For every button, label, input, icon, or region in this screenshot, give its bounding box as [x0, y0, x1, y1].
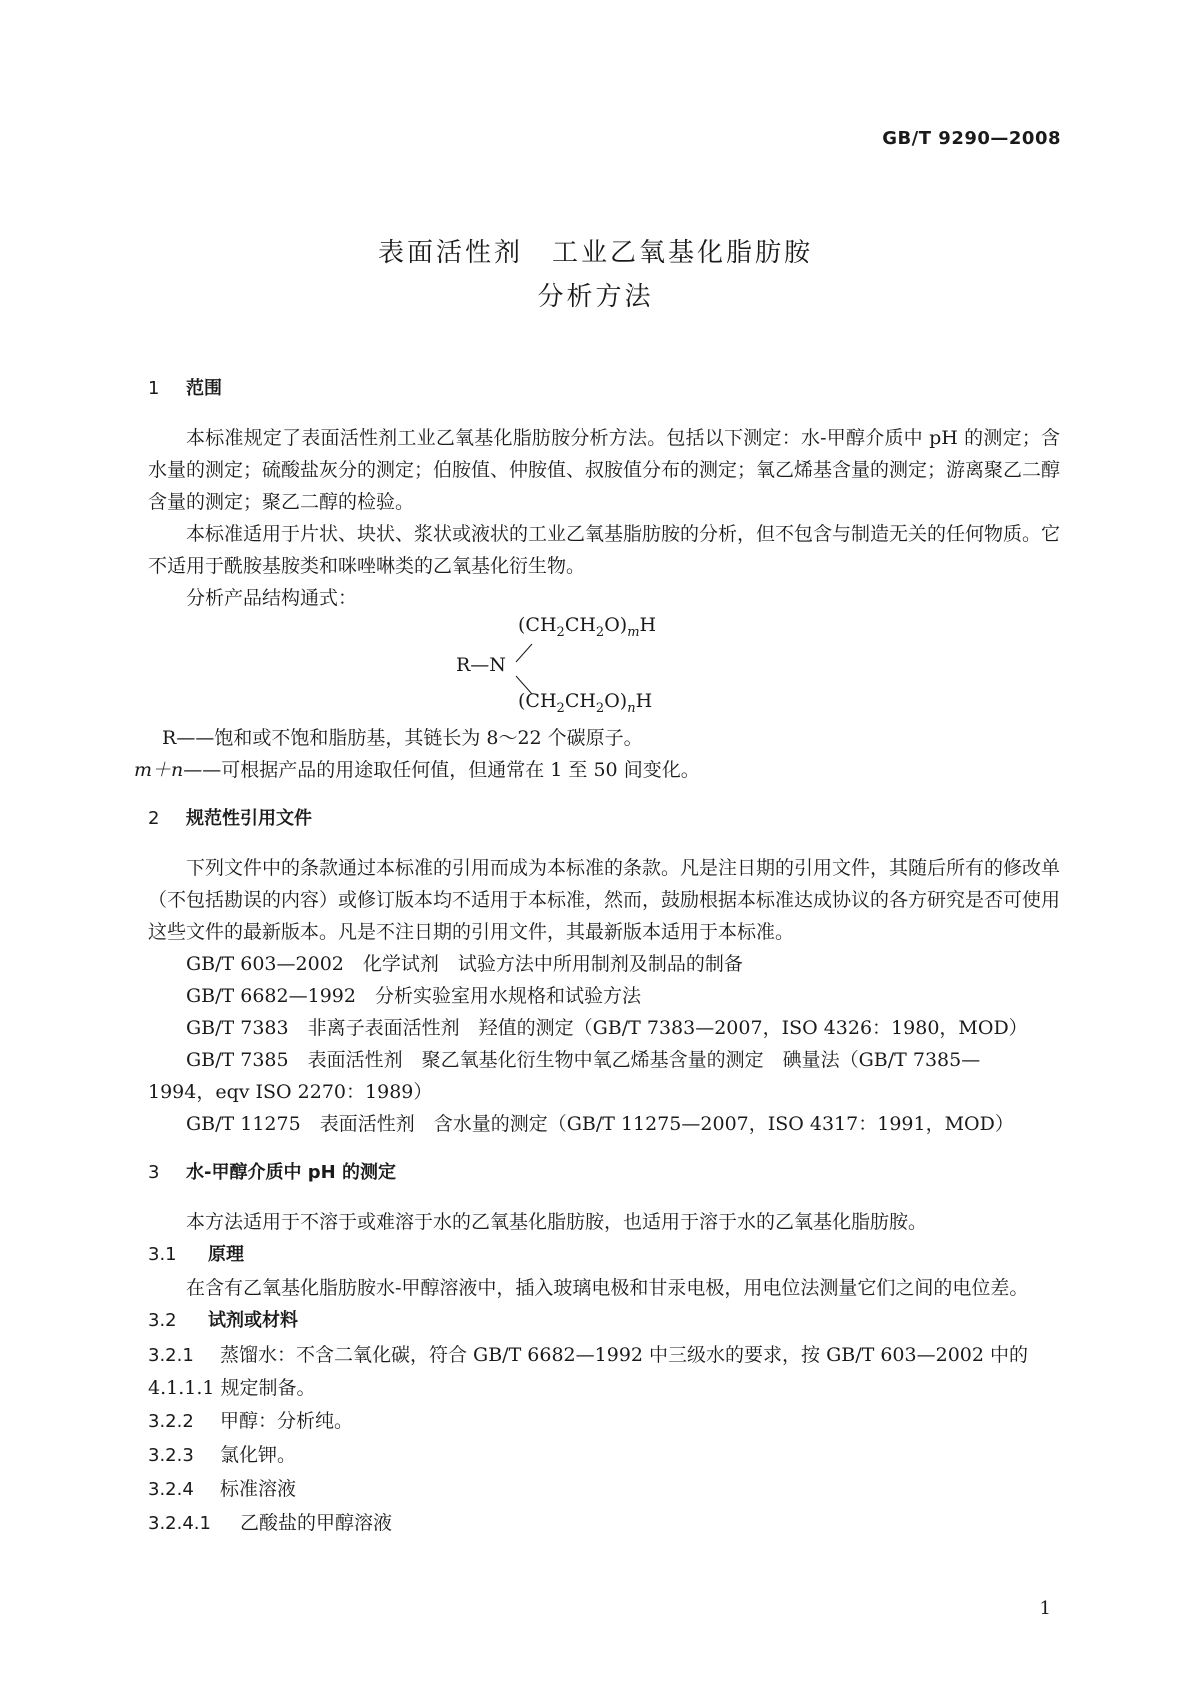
clause-3-2-3: 3.2.3 氯化钾。 — [148, 1444, 297, 1466]
paragraph: 下列文件中的条款通过本标准的引用而成为本标准的条款。凡是注日期的引用文件，其随后所有的修改单（不包括勘误的内容）或修订版本均不适用于本标准，然而，鼓励根据本标准达成协议的各方研究是否可使用这些文件的最新版本。凡是不注日期的引用文件，其最新版本适用于本标准。 — [148, 857, 1061, 943]
section-number: 3 — [148, 1162, 160, 1183]
section-title: 范围 — [186, 378, 222, 399]
structural-formula — [148, 614, 1060, 722]
standard-code: GB/T 9290—2008 — [882, 128, 1061, 149]
reference-item: GB/T 7383 非离子表面活性剂 羟值的测定（GB/T 7383—2007，ISO 4326：1980，MOD） — [186, 1017, 1028, 1039]
document-body — [134, 370, 1061, 1540]
definition-mn: m＋n——可根据产品的用途取任何值，但通常在 1 至 50 间变化。 — [134, 759, 700, 781]
definition-r: R——饱和或不饱和脂肪基，其链长为 8～22 个碳原子。 — [162, 727, 643, 749]
paragraph: 在含有乙氧基化脂肪胺水-甲醇溶液中，插入玻璃电极和甘汞电极，用电位法测量它们之间的电位差。 — [186, 1277, 1029, 1299]
section-number: 1 — [148, 378, 160, 399]
section-number: 2 — [148, 808, 160, 829]
clause-3-2-1: 3.2.1 蒸馏水：不含二氧化碳，符合 GB/T 6682—1992 中三级水的要求，按 GB/T 603—2002 中的 — [148, 1344, 1028, 1366]
reference-item: GB/T 603—2002 化学试剂 试验方法中所用制剂及制品的制备 — [186, 953, 743, 975]
paragraph: 本方法适用于不溶于或难溶于水的乙氧基化脂肪胺，也适用于溶于水的乙氧基化脂肪胺。 — [186, 1211, 928, 1233]
paragraph: 本标准规定了表面活性剂工业乙氧基化脂肪胺分析方法。包括以下测定：水-甲醇介质中 pH 的测定；含水量的测定；硫酸盐灰分的测定；伯胺值、仲胺值、叔胺值分布的测定；氧乙烯基含量的测定；游离聚乙二醇含量的测定；聚乙二醇的检验。 — [148, 427, 1061, 513]
section-title: 规范性引用文件 — [186, 808, 312, 829]
paragraph: 分析产品结构通式： — [186, 587, 358, 609]
formula-upper-chain: $(CH_2CH_2O)_mH$ — [518, 614, 657, 640]
reference-item-continuation: 1994，eqv ISO 2270：1989） — [148, 1081, 433, 1103]
section-heading — [148, 370, 1060, 408]
document-title-line1: 表面活性剂 工业乙氧基化脂肪胺 — [377, 238, 813, 268]
reference-item: GB/T 11275 表面活性剂 含水量的测定（GB/T 11275—2007，ISO 4317：1991，MOD） — [186, 1113, 1014, 1135]
subsection-heading: 3.2 试剂或材料 — [148, 1310, 298, 1331]
reference-item: GB/T 6682—1992 分析实验室用水规格和试验方法 — [186, 985, 641, 1007]
clause-3-2-2: 3.2.2 甲醇：分析纯。 — [148, 1410, 354, 1432]
section-title: 水-甲醇介质中 pH 的测定 — [186, 1162, 396, 1183]
paragraph: 本标准适用于片状、块状、浆状或液状的工业乙氧基脂肪胺的分析，但不包含与制造无关的任何物质。它不适用于酰胺基胺类和咪唑啉类的乙氧基化衍生物。 — [148, 523, 1061, 577]
clause-3-2-4: 3.2.4 标准溶液 — [148, 1478, 297, 1500]
formula-lower-chain: $(CH_2CH_2O)_nH$ — [518, 690, 653, 716]
reference-item: GB/T 7385 表面活性剂 聚乙氧基化衍生物中氧乙烯基含量的测定 碘量法（GB/T 7385— — [186, 1049, 981, 1071]
subsection-heading: 3.1 原理 — [148, 1244, 244, 1265]
formula-center: R—N — [456, 654, 506, 676]
section-heading — [148, 800, 1060, 838]
page-number: 1 — [1039, 1598, 1051, 1619]
document-title-line2: 分析方法 — [537, 282, 654, 312]
clause-3-2-4-1: 3.2.4.1 乙酸盐的甲醇溶液 — [148, 1512, 393, 1534]
clause-continuation: 4.1.1.1 规定制备。 — [148, 1377, 316, 1399]
section-heading — [148, 1154, 1060, 1192]
